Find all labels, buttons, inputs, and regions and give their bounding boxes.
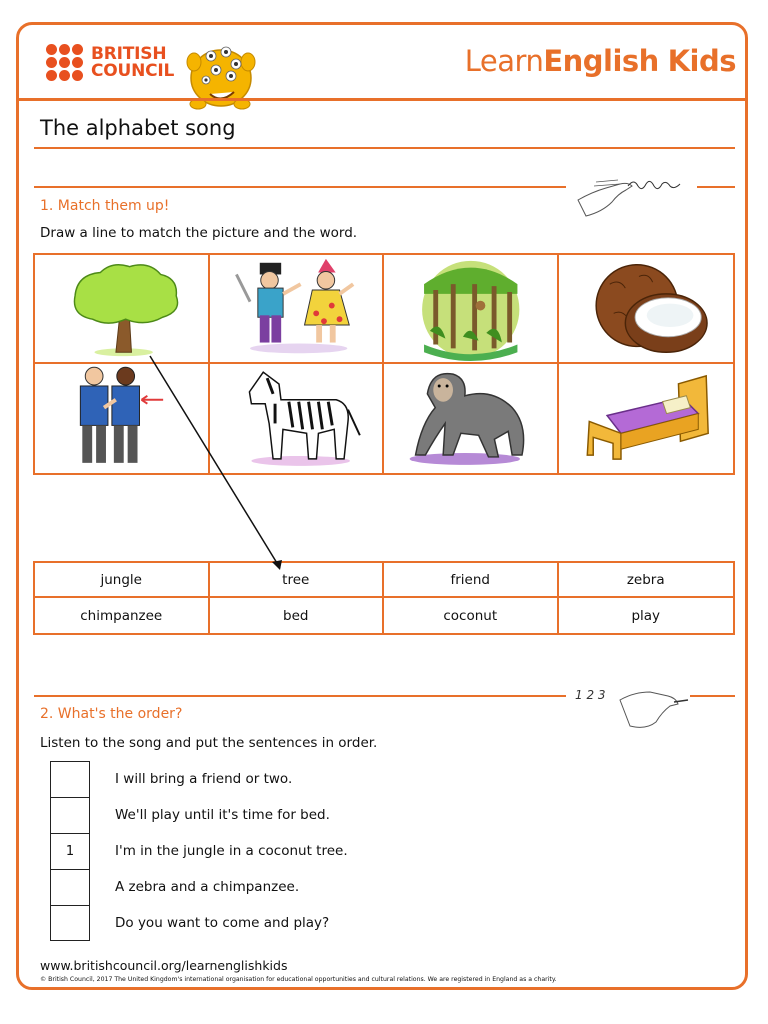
order-sentence: Do you want to come and play? <box>115 915 330 931</box>
order-sentence: A zebra and a chimpanzee. <box>115 879 300 895</box>
picture-bed[interactable] <box>559 364 734 473</box>
order-row <box>50 761 650 797</box>
british-council-logo <box>46 44 174 81</box>
picture-zebra[interactable] <box>210 364 385 473</box>
word-cell[interactable]: jungle <box>35 563 210 598</box>
word-cell[interactable]: play <box>631 607 661 624</box>
picture-chimpanzee[interactable] <box>384 364 559 473</box>
lek-learn: Learn <box>464 44 544 78</box>
word-cell[interactable]: chimpanzee <box>35 598 210 633</box>
order-number-box[interactable] <box>50 797 90 833</box>
picture-grid <box>33 253 735 475</box>
picture-jungle[interactable] <box>384 255 559 364</box>
order-sentence: I'm in the jungle in a coconut tree. <box>115 843 348 859</box>
word-cell[interactable]: friend <box>384 563 559 598</box>
learnenglish-kids-logo <box>465 44 736 78</box>
picture-coconut[interactable] <box>559 255 734 364</box>
section1-divider-left <box>34 186 566 188</box>
coconut-icon <box>559 255 734 362</box>
word-cell[interactable]: zebra <box>559 563 734 598</box>
order-row <box>50 797 650 833</box>
jungle-icon <box>384 255 557 362</box>
section2-heading: 2. What's the order? <box>40 706 183 722</box>
bed-icon <box>559 364 734 473</box>
order-number-box[interactable] <box>50 905 90 941</box>
lek-kids: Kids <box>667 44 736 78</box>
word-cell[interactable]: coconut <box>384 598 559 633</box>
order-row <box>50 869 650 905</box>
bc-dots-icon <box>46 44 83 81</box>
section1-divider-right <box>697 186 735 188</box>
children-playing-icon <box>210 255 383 362</box>
order-number-box[interactable] <box>50 761 90 797</box>
section2-divider-left <box>34 695 566 697</box>
hand-drawing-icon <box>572 172 692 222</box>
word-cell[interactable]: tree <box>210 563 385 598</box>
section1-instruction: Draw a line to match the picture and the word. <box>40 225 358 241</box>
zebra-icon <box>210 364 383 473</box>
tree-icon <box>35 255 208 362</box>
hand-writing-icon <box>612 682 692 732</box>
friends-icon <box>35 364 208 473</box>
word-cell[interactable]: bed <box>210 598 385 633</box>
monster-mascot-icon <box>176 34 266 114</box>
bc-logo-line2: COUNCIL <box>91 60 175 81</box>
header-divider <box>19 98 747 101</box>
order-sentence: We'll play until it's time for bed. <box>115 807 330 823</box>
title-divider <box>34 147 735 149</box>
picture-friend[interactable] <box>35 364 210 473</box>
footer-copyright: © British Council, 2017 The United Kingdom's international organisation for educational opportunities and cultural relations. We are registered in England as a charity. <box>40 976 557 983</box>
section2-instruction: Listen to the song and put the sentences in order. <box>40 735 378 751</box>
page-title: The alphabet song <box>40 116 236 140</box>
order-number-box[interactable] <box>50 869 90 905</box>
chimpanzee-icon <box>384 364 557 473</box>
bc-logo-line1: BRITISH <box>91 43 167 64</box>
lek-english: English <box>543 44 659 78</box>
section2-divider-right <box>690 695 735 697</box>
order-row <box>50 905 650 941</box>
section1-heading: 1. Match them up! <box>40 198 170 214</box>
picture-play[interactable] <box>210 255 385 364</box>
word-grid <box>33 561 735 635</box>
order-row <box>50 833 650 869</box>
order-sentence: I will bring a friend or two. <box>115 771 293 787</box>
picture-tree[interactable] <box>35 255 210 364</box>
footer-url[interactable]: www.britishcouncil.org/learnenglishkids <box>40 958 288 973</box>
order-number-box[interactable]: 1 <box>50 833 90 869</box>
numbers-sketch: 1 2 3 <box>575 688 606 702</box>
